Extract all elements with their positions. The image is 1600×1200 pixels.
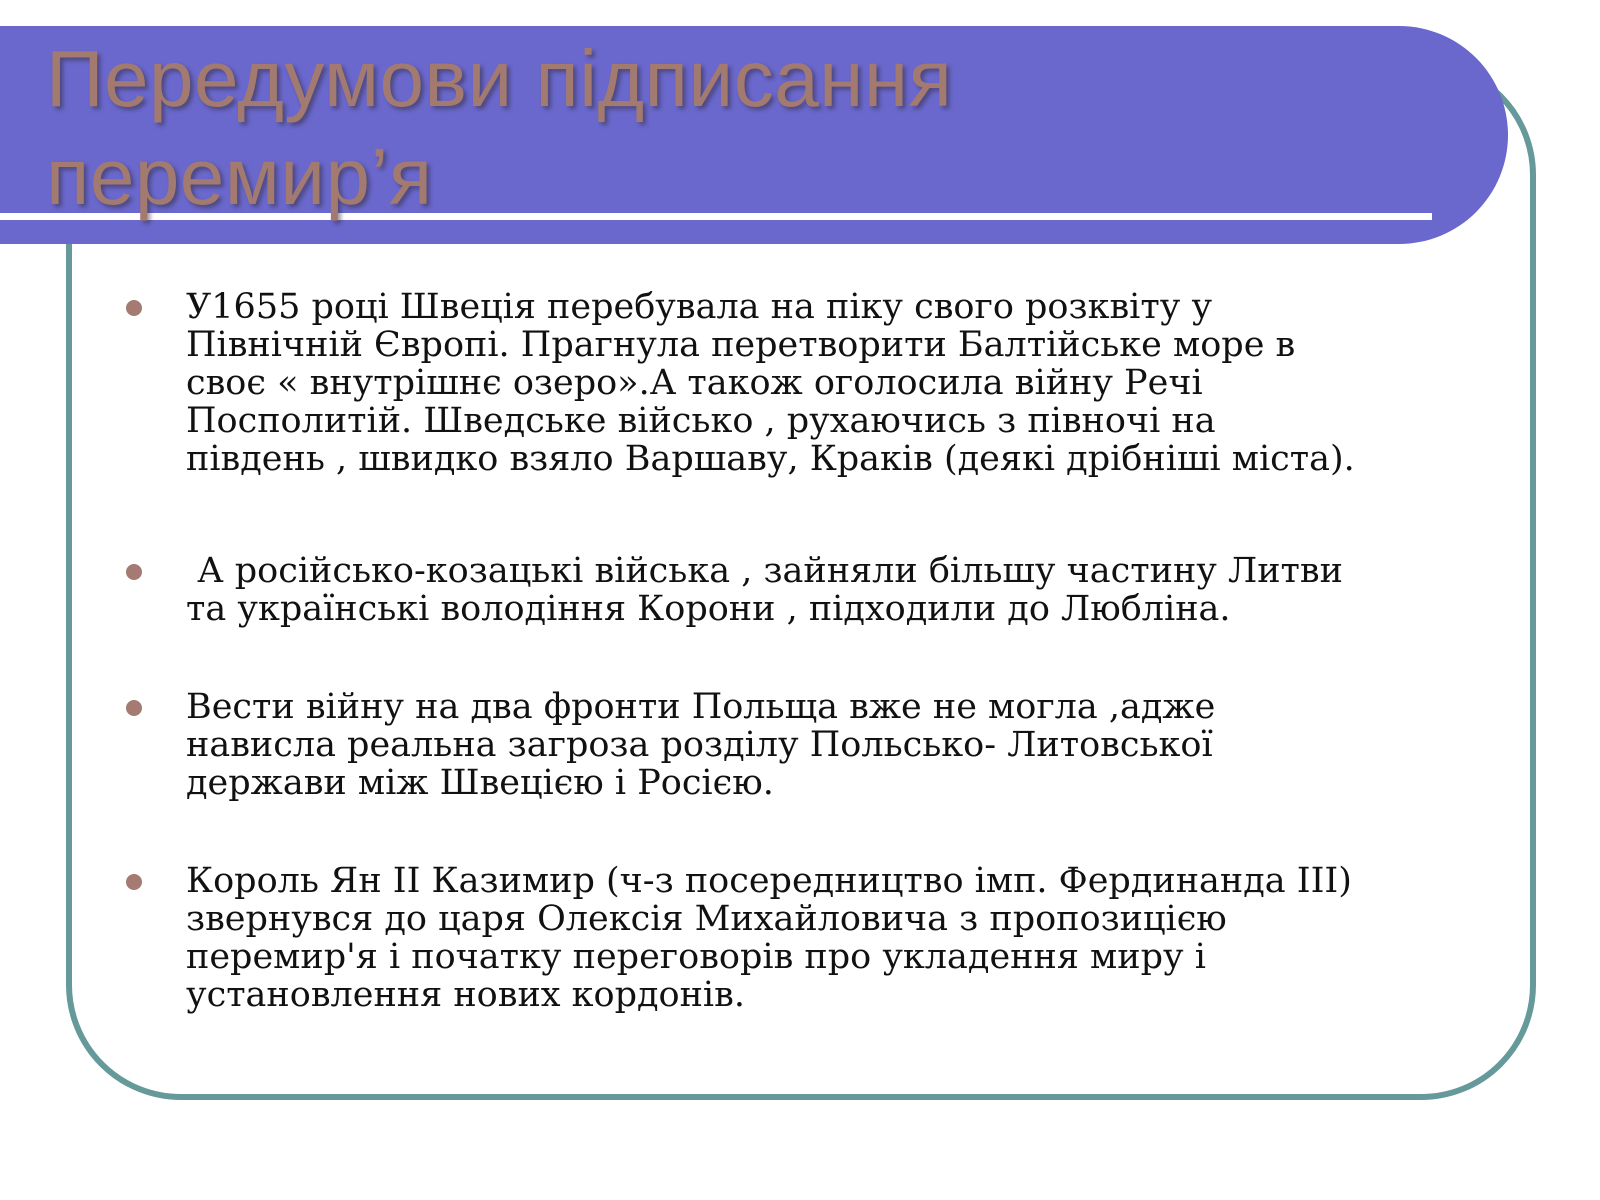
bullet-line: перемир'я і початку переговорів про укладення миру і (186, 937, 1206, 977)
slide-title-line-2: перемир’я (46, 132, 433, 221)
bullet-dot-icon (126, 564, 142, 580)
bullet-line: Король Ян II Казимир (ч-з посередництво імп. Фердинанда III) (186, 861, 1352, 901)
bullet-dot-icon (126, 300, 142, 316)
slide-title-line-1: Передумови підписання (46, 34, 953, 123)
bullet-item (120, 862, 1520, 1014)
bullet-line: своє « внутрішнє озеро».А також оголосила війну Речі (186, 363, 1203, 403)
bullet-line: Посполитій. Шведське військо , рухаючись з півночі на (186, 401, 1216, 441)
bullet-line: А російсько-козацькі війська , зайняли більшу частину Литви (186, 551, 1343, 591)
bullet-list (120, 288, 1520, 1014)
bullet-line: Північній Європі. Прагнула перетворити Балтійське море в (186, 325, 1296, 365)
bullet-dot-icon (126, 874, 142, 890)
bullet-line: держави між Швецією і Росією. (186, 763, 774, 803)
bullet-line: Вести війну на два фронти Польща вже не могла ,адже (186, 687, 1216, 727)
bullet-line: південь , швидко взяло Варшаву, Краків (деякі дрібніші міста). (186, 439, 1355, 479)
bullet-item (120, 688, 1520, 802)
bullet-line: установлення нових кордонів. (186, 975, 745, 1015)
bullet-line: та українські володіння Корони , підходили до Любліна. (186, 589, 1231, 629)
bullet-item (120, 552, 1520, 628)
bullet-line: У1655 році Швеція перебувала на піку свого розквіту у (186, 287, 1213, 327)
slide-title (46, 30, 1346, 226)
bullet-line: звернувся до царя Олексія Михайловича з пропозицією (186, 899, 1227, 939)
bullet-dot-icon (126, 700, 142, 716)
bullet-item (120, 288, 1520, 478)
bullet-line: нависла реальна загроза розділу Польсько- Литовської (186, 725, 1213, 765)
